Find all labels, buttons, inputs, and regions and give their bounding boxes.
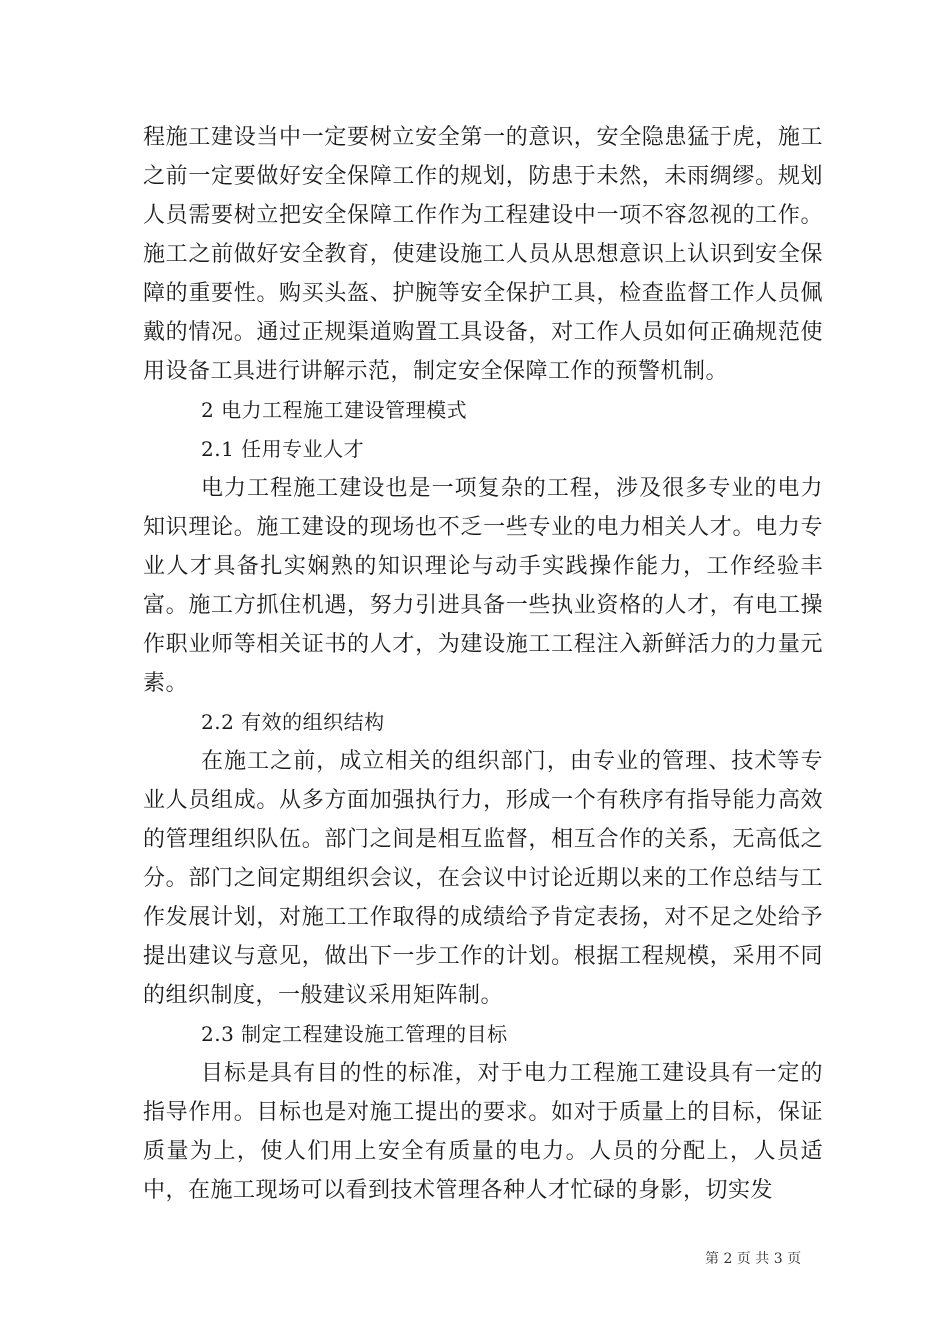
paragraph-safety: 程施工建设当中一定要树立安全第一的意识，安全隐患猛于虎，施工之前一定要做好安全保障工作的规划，防患于未然，未雨绸缪。规划人员需要树立把安全保障工作作为工程建设中一项不容忽视的工作。施工之前做好安全教育，使建设施工人员从思想意识上认识到安全保障的重要性。购买头盔、护腕等安全保护工具，检查监督工作人员佩戴的情况。通过正规渠道购置工具设备，对工作人员如何正确规范使用设备工具进行讲解示范，制定安全保障工作的预警机制。 [143,125,823,384]
subsection-heading-2-1: 2.1 任用专业人才 [201,437,365,461]
subsection-heading-2-2: 2.2 有效的组织结构 [201,710,385,734]
subsection-heading-2-3: 2.3 制定工程建设施工管理的目标 [201,1022,508,1046]
paragraph-organization-structure: 在施工之前，成立相关的组织部门，由专业的管理、技术等专业人员组成。从多方面加强执行力，形成一个有秩序有指导能力高效的管理组织队伍。部门之间是相互监督，相互合作的关系，无高低之分。部门之间定期组织会议，在会议中讨论近期以来的工作总结与工作发展计划，对施工工作取得的成绩给予肯定表扬，对不足之处给予提出建议与意见，做出下一步工作的计划。根据工程规模，采用不同的组织制度，一般建议采用矩阵制。 [143,749,823,1008]
document-body [143,118,823,1210]
page-number: 第 2 页 共 3 页 [705,1251,802,1267]
paragraph-management-goals: 目标是具有目的性的标准，对于电力工程施工建设具有一定的指导作用。目标也是对施工提出的要求。如对于质量上的目标，保证质量为上，使人们用上安全有质量的电力。人员的分配上，人员适中，在施工现场可以看到技术管理各种人才忙碌的身影，切实发 [143,1061,823,1203]
section-heading-2: 2 电力工程施工建设管理模式 [201,398,468,422]
paragraph-professional-talent: 电力工程施工建设也是一项复杂的工程，涉及很多专业的电力知识理论。施工建设的现场也不乏一些专业的电力相关人才。电力专业人才具备扎实娴熟的知识理论与动手实践操作能力，工作经验丰富。施工方抓住机遇，努力引进具备一些执业资格的人才，有电工操作职业师等相关证书的人才，为建设施工工程注入新鲜活力的力量元素。 [143,476,823,696]
